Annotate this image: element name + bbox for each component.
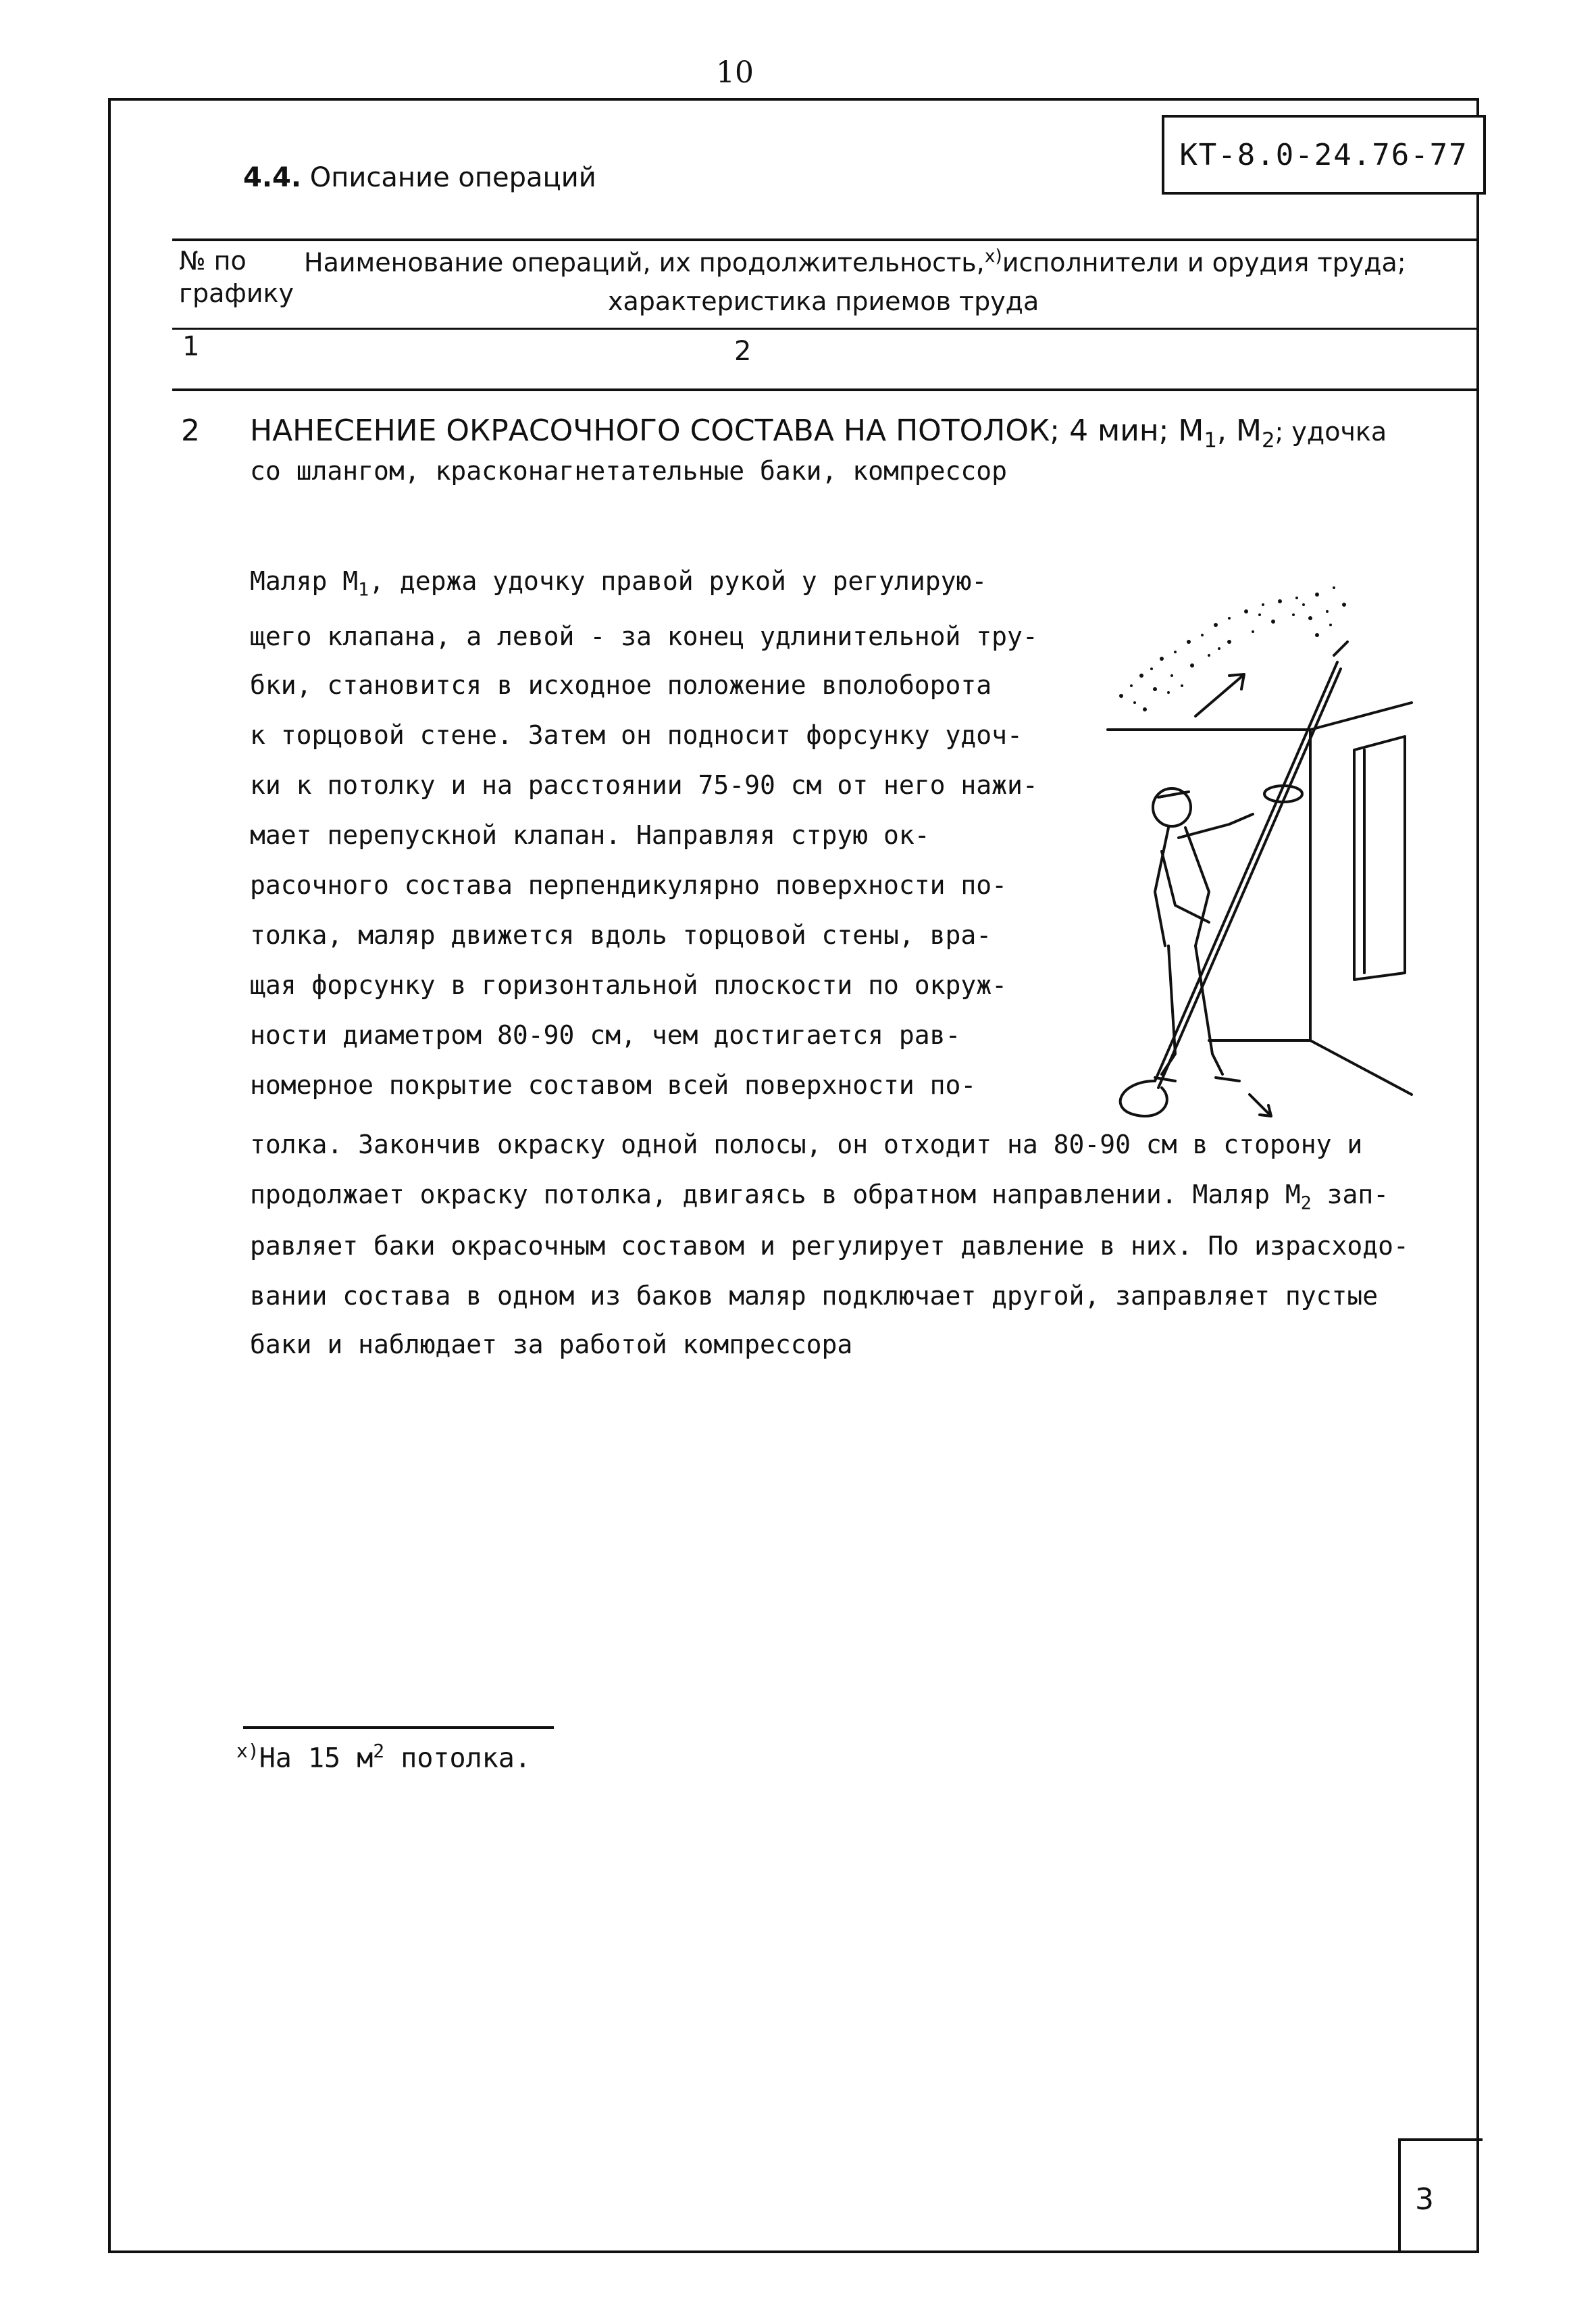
operation-title-tail: ; удочка bbox=[1275, 417, 1387, 447]
operation-title bbox=[250, 413, 1387, 453]
description-line-2: щего клапана, а левой - за конец удлинительной тру- bbox=[250, 622, 1038, 651]
desc-l13-a: продолжает окраску потолка, двигаясь в обратном направлении. Маляр М bbox=[250, 1180, 1301, 1209]
sheet-number: 3 bbox=[1415, 2182, 1434, 2217]
column1-header-line2: графику bbox=[179, 278, 294, 308]
column2-header-part-a: Наименование операций, их продолжительность, bbox=[304, 247, 985, 278]
description-line-1 bbox=[250, 566, 987, 601]
description-line-4: к торцовой стене. Затем он подносит форсунку удоч- bbox=[250, 720, 1023, 750]
footnote-marker: x) bbox=[984, 246, 1002, 267]
footnote bbox=[236, 1740, 531, 1774]
desc-l1-a: Маляр М bbox=[250, 566, 359, 596]
description-line-15: вании состава в одном из баков маляр подключает другой, заправляет пустые bbox=[250, 1281, 1379, 1311]
page-number: 10 bbox=[716, 55, 754, 90]
footnote-rule bbox=[243, 1726, 554, 1729]
description-line-10: ности диаметром 80-90 см, чем достигается рав- bbox=[250, 1020, 961, 1050]
description-line-11: номерное покрытие составом всей поверхности по- bbox=[250, 1070, 977, 1100]
column2-number: 2 bbox=[734, 336, 752, 367]
worker1-index: 1 bbox=[1204, 428, 1217, 453]
description-line-5: ки к потолку и на расстоянии 75-90 см от него нажи- bbox=[250, 770, 1038, 800]
column2-header-part-b: исполнители и орудия труда; bbox=[1002, 247, 1406, 278]
column2-header-line1 bbox=[304, 246, 1406, 278]
desc-l13-b: зап- bbox=[1311, 1180, 1389, 1209]
footnote-text-b: потолка. bbox=[384, 1742, 531, 1774]
operation-title-text: НАНЕСЕНИЕ ОКРАСОЧНОГО СОСТАВА НА ПОТОЛОК; 4 мин; М bbox=[250, 413, 1204, 448]
painter-spraying-ceiling-icon bbox=[1094, 540, 1418, 1135]
desc-l1-sub: 1 bbox=[358, 579, 369, 601]
description-line-8: толка, маляр движется вдоль торцовой стены, вра- bbox=[250, 920, 992, 950]
section-name: Описание операций bbox=[309, 162, 596, 193]
sheet-box bbox=[1398, 2138, 1483, 2253]
document-code: КТ-8.0-24.76-77 bbox=[1162, 115, 1486, 195]
column2-header-line2: характеристика приемов труда bbox=[608, 286, 1039, 316]
description-line-13 bbox=[250, 1180, 1389, 1214]
desc-l13-sub: 2 bbox=[1300, 1192, 1312, 1214]
footnote-sup: 2 bbox=[373, 1740, 385, 1762]
operation-title-sep: , М bbox=[1217, 413, 1262, 448]
description-line-7: расочного состава перпендикулярно поверхности по- bbox=[250, 870, 1008, 900]
section-number: 4.4. bbox=[243, 162, 302, 193]
footnote-text-a: На 15 м bbox=[259, 1742, 374, 1774]
column1-number: 1 bbox=[182, 331, 200, 362]
table-header-rule bbox=[172, 328, 1479, 330]
worker2-index: 2 bbox=[1261, 428, 1275, 453]
table-body-rule bbox=[172, 388, 1479, 391]
operation-tools: со шлангом, красконагнетательные баки, компрессор bbox=[250, 456, 1008, 486]
description-line-16: баки и наблюдает за работой компрессора bbox=[250, 1330, 853, 1359]
description-line-6: мает перепускной клапан. Направляя струю ок- bbox=[250, 820, 930, 850]
description-line-12: толка. Закончив окраску одной полосы, он отходит на 80-90 см в сторону и bbox=[250, 1130, 1363, 1159]
footnote-mark: x) bbox=[236, 1740, 259, 1762]
section-title bbox=[243, 162, 596, 193]
table-top-rule bbox=[172, 238, 1479, 241]
desc-l1-b: , держа удочку правой рукой у регулирую- bbox=[369, 566, 987, 596]
description-line-3: бки, становится в исходное положение вполоборота bbox=[250, 670, 992, 700]
column1-header-line1: № по bbox=[179, 246, 247, 276]
description-line-14: равляет баки окрасочным составом и регулирует давление в них. По израсходо- bbox=[250, 1231, 1409, 1261]
operation-number: 2 bbox=[181, 413, 200, 448]
description-line-9: щая форсунку в горизонтальной плоскости по окруж- bbox=[250, 970, 1008, 1000]
